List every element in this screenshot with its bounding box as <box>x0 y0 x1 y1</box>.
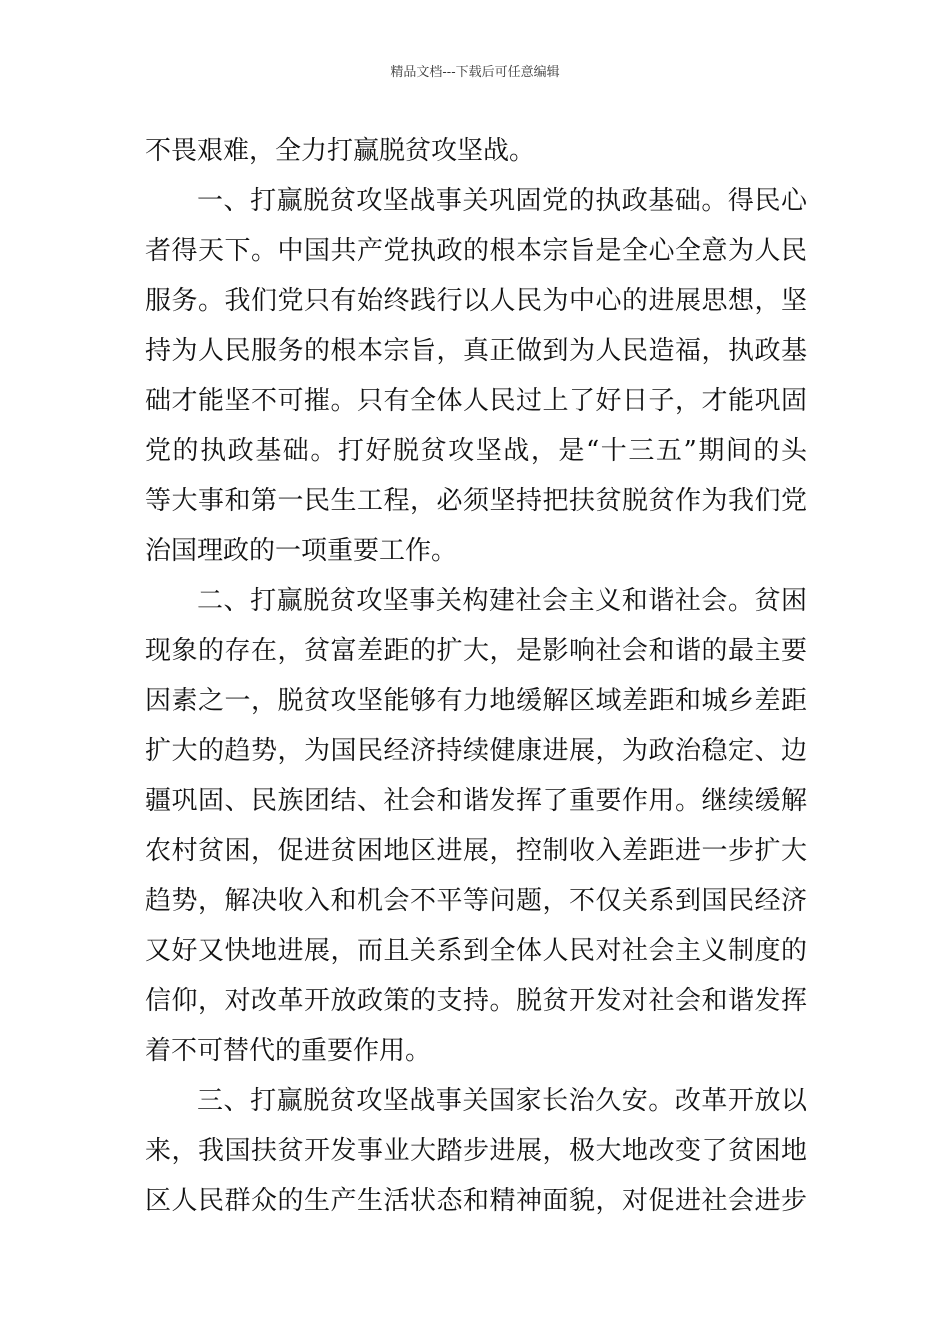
text-line: 因素之一，脱贫攻坚能够有力地缓解区域差距和城乡差距 <box>145 686 807 716</box>
text-line: 现象的存在，贫富差距的扩大，是影响社会和谐的最主要 <box>145 636 807 666</box>
text-line: 扩大的趋势，为国民经济持续健康进展，为政治稳定、边 <box>145 736 807 766</box>
text-line: 者得天下。中国共产党执政的根本宗旨是全心全意为人民 <box>145 236 807 266</box>
text-line: 区人民群众的生产生活状态和精神面貌，对促进社会进步 <box>145 1186 807 1216</box>
text-line: 不畏艰难，全力打赢脱贫攻坚战。 <box>145 136 536 166</box>
text-line: 信仰，对改革开放政策的支持。脱贫开发对社会和谐发挥 <box>145 986 807 1016</box>
text-line: 又好又快地进展，而且关系到全体人民对社会主义制度的 <box>145 936 807 966</box>
text-line: 础才能坚不可摧。只有全体人民过上了好日子，才能巩固 <box>145 386 807 416</box>
document-body <box>145 126 807 1226</box>
text-line: 农村贫困，促进贫困地区进展，控制收入差距进一步扩大 <box>145 836 807 866</box>
text-line: 三、打赢脱贫攻坚战事关国家长治久安。改革开放以 <box>197 1086 807 1116</box>
page-header: 精品文档---下载后可任意编辑 <box>390 65 560 80</box>
text-line: 一、打赢脱贫攻坚战事关巩固党的执政基础。得民心 <box>197 186 807 216</box>
text-line: 持为人民服务的根本宗旨，真正做到为人民造福，执政基 <box>145 336 807 366</box>
text-line: 着不可替代的重要作用。 <box>145 1036 432 1066</box>
text-line: 等大事和第一民生工程，必须坚持把扶贫脱贫作为我们党 <box>145 486 807 516</box>
text-line: 趋势，解决收入和机会不平等问题，不仅关系到国民经济 <box>145 886 807 916</box>
text-line: 治国理政的一项重要工作。 <box>145 536 458 566</box>
text-line: 来，我国扶贫开发事业大踏步进展，极大地改变了贫困地 <box>145 1136 807 1166</box>
text-line: 疆巩固、民族团结、社会和谐发挥了重要作用。继续缓解 <box>145 786 807 816</box>
text-line: 党的执政基础。打好脱贫攻坚战，是“十三五”期间的头 <box>145 436 807 466</box>
text-line: 服务。我们党只有始终践行以人民为中心的进展思想，坚 <box>145 286 807 316</box>
text-line: 二、打赢脱贫攻坚事关构建社会主义和谐社会。贫困 <box>197 586 807 616</box>
